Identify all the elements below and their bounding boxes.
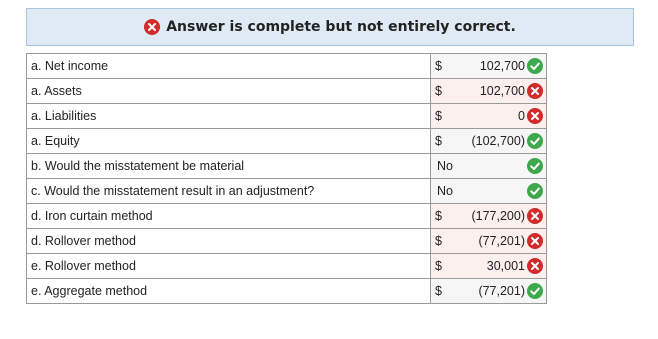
row-label: d. Iron curtain method [27,204,431,229]
row-label: a. Assets [27,79,431,104]
row-label: c. Would the misstatement result in an adjustment? [27,179,431,204]
x-circle-icon [527,108,543,124]
answer-row [27,279,547,304]
answer-row [27,179,547,204]
answer-value: (102,700) [471,134,525,148]
answer-value: (177,200) [471,209,525,223]
answer-row [27,129,547,154]
answer-input[interactable] [431,54,547,79]
answer-input[interactable] [431,129,547,154]
answer-input[interactable] [431,154,547,179]
answer-row [27,79,547,104]
answer-row [27,154,547,179]
x-circle-icon [527,258,543,274]
answer-value: 102,700 [479,59,525,73]
check-circle-icon [527,158,543,174]
answer-input[interactable] [431,254,547,279]
check-circle-icon [527,133,543,149]
answer-input[interactable] [431,279,547,304]
answer-row [27,204,547,229]
answer-row [27,229,547,254]
currency-symbol: $ [435,259,442,273]
answer-row [27,254,547,279]
x-circle-icon [527,208,543,224]
currency-symbol: $ [435,84,442,98]
answer-input[interactable] [431,204,547,229]
x-circle-icon [144,19,160,35]
answer-input[interactable] [431,104,547,129]
row-label: a. Net income [27,54,431,79]
currency-symbol: $ [435,134,442,148]
x-circle-icon [527,83,543,99]
x-circle-icon [527,233,543,249]
row-label: d. Rollover method [27,229,431,254]
check-circle-icon [527,183,543,199]
answer-value: 102,700 [479,84,525,98]
answer-value: No [437,159,453,173]
check-circle-icon [527,283,543,299]
row-label: e. Rollover method [27,254,431,279]
check-circle-icon [527,58,543,74]
row-label: a. Liabilities [27,104,431,129]
answer-row [27,104,547,129]
currency-symbol: $ [435,234,442,248]
answers-table [26,53,547,304]
answer-value: No [437,184,453,198]
answer-value: 0 [518,109,525,123]
currency-symbol: $ [435,284,442,298]
answer-value: 30,001 [486,259,525,273]
answer-status-banner [26,8,634,46]
answer-input[interactable] [431,229,547,254]
answer-row [27,54,547,79]
currency-symbol: $ [435,109,442,123]
answer-value: (77,201) [478,284,525,298]
row-label: e. Aggregate method [27,279,431,304]
currency-symbol: $ [435,59,442,73]
banner-message: Answer is complete but not entirely correct. [166,19,516,35]
answer-input[interactable] [431,179,547,204]
row-label: a. Equity [27,129,431,154]
answer-value: (77,201) [478,234,525,248]
answer-input[interactable] [431,79,547,104]
currency-symbol: $ [435,209,442,223]
row-label: b. Would the misstatement be material [27,154,431,179]
